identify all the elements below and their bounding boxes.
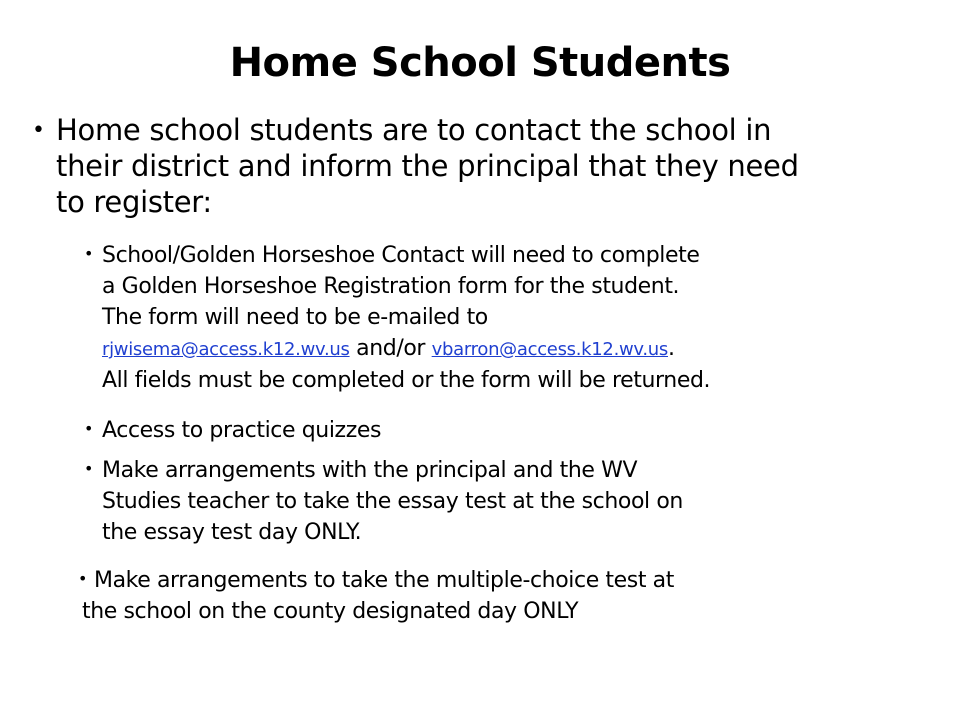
main-point-line: Home school students are to contact the school in [56, 113, 772, 147]
sub-point-line: Studies teacher to take the essay test at the school on [102, 489, 683, 514]
main-point [56, 112, 916, 220]
email-line [102, 333, 922, 365]
email-link-rjwisema[interactable]: rjwisema@access.k12.wv.us [102, 339, 350, 360]
period-text: . [667, 336, 675, 361]
sub-point-line: The form will need to be e-mailed to [102, 305, 488, 330]
sub-point-essay [102, 455, 882, 548]
slide-title: Home School Students [229, 40, 731, 86]
sub-point-line: the essay test day ONLY. [102, 520, 362, 545]
andor-text: and/or [349, 336, 432, 361]
email-link-vbarron[interactable]: vbarron@access.k12.wv.us [431, 339, 668, 360]
sub-point-line: Access to practice quizzes [102, 418, 382, 443]
sub-point-line: Make arrangements with the principal and the WV [102, 458, 638, 483]
sub-point-line: All fields must be completed or the form will be returned. [102, 368, 711, 393]
bullet-contact: • [84, 244, 94, 263]
bullet-main: • [32, 118, 45, 143]
bullet-essay: • [84, 459, 94, 478]
bullet-multiple-choice: • [78, 569, 88, 588]
sub-point-line: a Golden Horseshoe Registration form for the student. [102, 274, 680, 299]
sub-point-line: the school on the county designated day ONLY [82, 599, 579, 624]
sub-point-quizzes [102, 415, 902, 446]
sub-point-contact [102, 240, 922, 396]
bullet-quizzes: • [84, 419, 94, 438]
sub-point-line: Make arrangements to take the multiple-choice test at [94, 568, 674, 593]
sub-point-multiple-choice [82, 565, 902, 627]
sub-point-line: School/Golden Horseshoe Contact will need to complete [102, 243, 700, 268]
main-point-line: to register: [56, 185, 212, 219]
main-point-line: their district and inform the principal that they need [56, 149, 799, 183]
